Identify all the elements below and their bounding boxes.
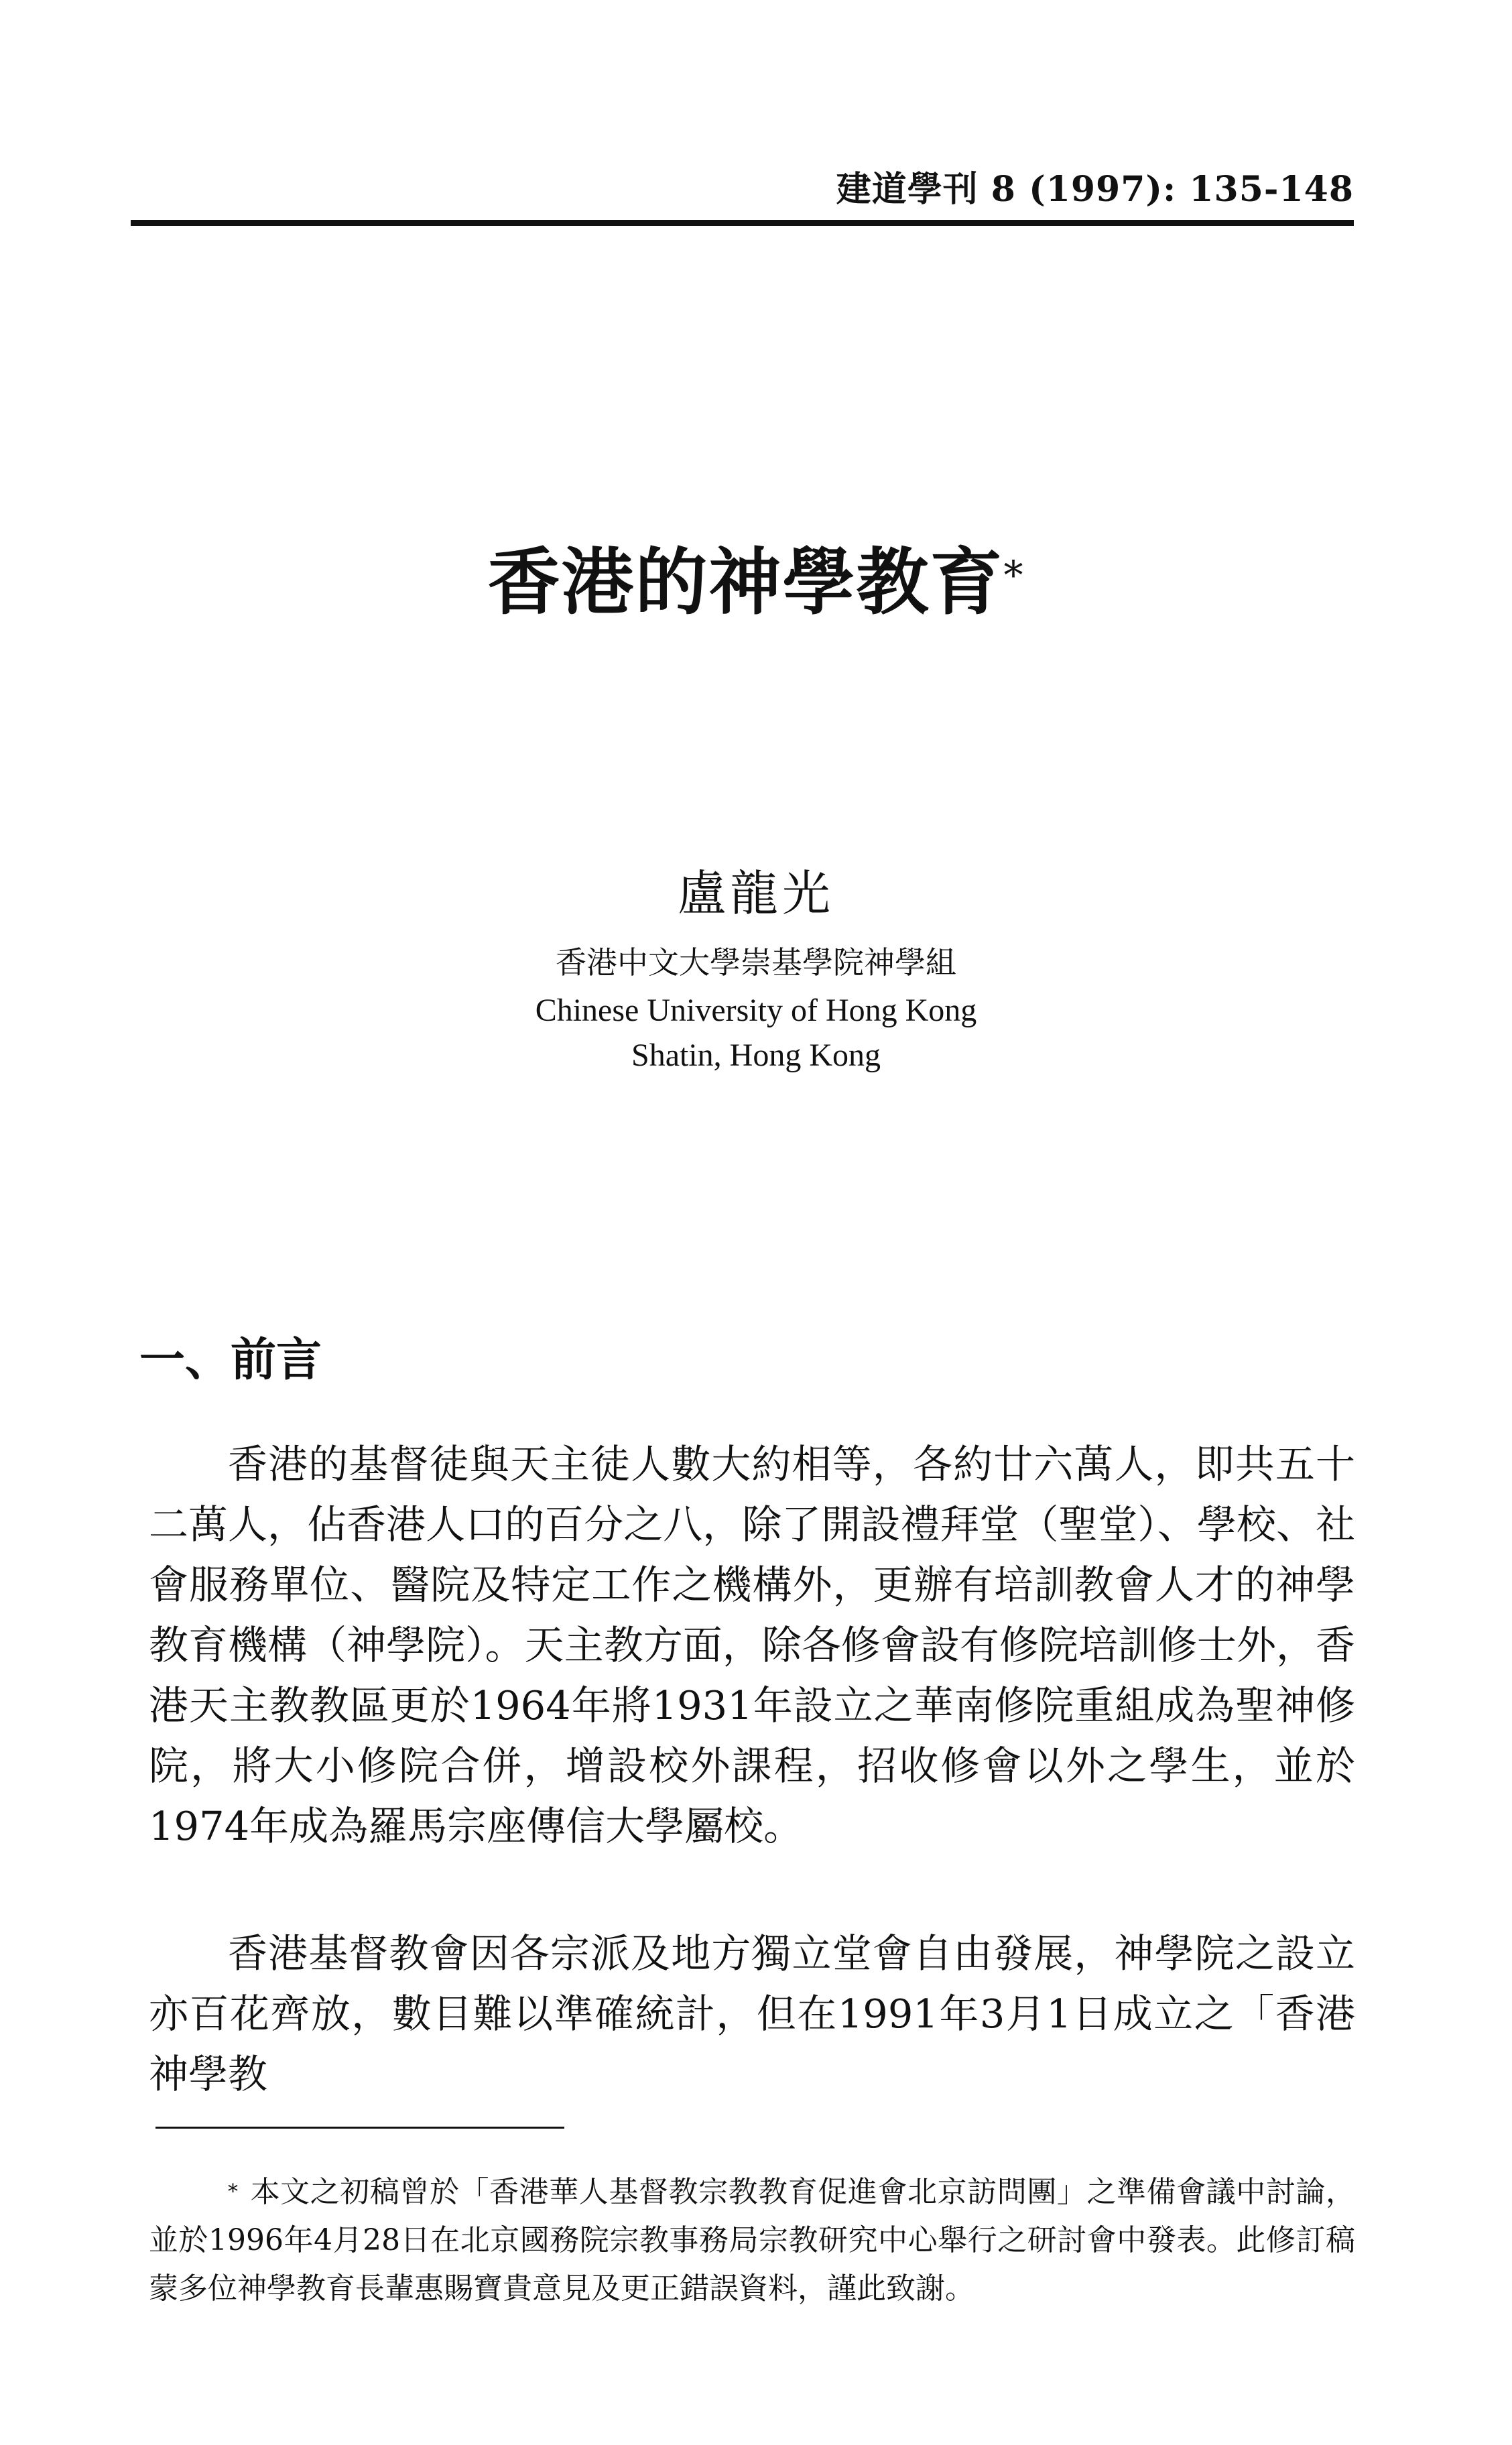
title-footnote-mark[interactable]: * <box>1003 552 1025 598</box>
footnote-rule <box>155 2127 564 2129</box>
footnote <box>149 2168 1355 2313</box>
footnote-mark: * <box>228 2180 238 2204</box>
footnote-text: 本文之初稿曾於「香港華人基督教宗教教育促進會北京訪問團」之準備會議中討論，並於1996年4月28日在北京國務院宗教事務局宗教研究中心舉行之研討會中發表。此修訂稿蒙多位神學教育長輩惠賜寶貴意見及更正錯誤資料，謹此致謝。 <box>149 2175 1355 2306</box>
article-title-text: 香港的神學教育 <box>487 541 1004 625</box>
article-title <box>0 536 1512 630</box>
author-name: 盧龍光 <box>677 865 834 922</box>
author-affiliation-zh: 香港中文大學崇基學院神學組 <box>556 946 956 980</box>
body-paragraph-2: 香港基督教會因各宗派及地方獨立堂會自由發展，神學院之設立亦百花齊放，數目難以準確統計，但在1991年3月1日成立之「香港神學教 <box>149 1930 1355 2097</box>
body-paragraph-1: 香港的基督徒與天主徒人數大約相等，各約廿六萬人，即共五十二萬人，佔香港人口的百分之八，除了開設禮拜堂（聖堂）、學校、社會服務單位、醫院及特定工作之機構外，更辦有培訓教會人才的神學教育機構（神學院）。天主教方面，除各修會設有修院培訓修士外，香港天主教教區更於1964年將1931年設立之華南修院重組成為聖神修院，將大小修院合併，增設校外課程，招收修會以外之學生，並於1974年成為羅馬宗座傳信大學屬校。 <box>149 1441 1355 1849</box>
running-header: 建道學刊 8 (1997): 135-148 <box>836 169 1354 210</box>
header-rule <box>131 220 1354 226</box>
section-heading: 一、前言 <box>139 1334 322 1387</box>
author-affiliation-en: Chinese University of Hong Kong <box>535 993 977 1028</box>
author-location: Shatin, Hong Kong <box>631 1038 881 1073</box>
